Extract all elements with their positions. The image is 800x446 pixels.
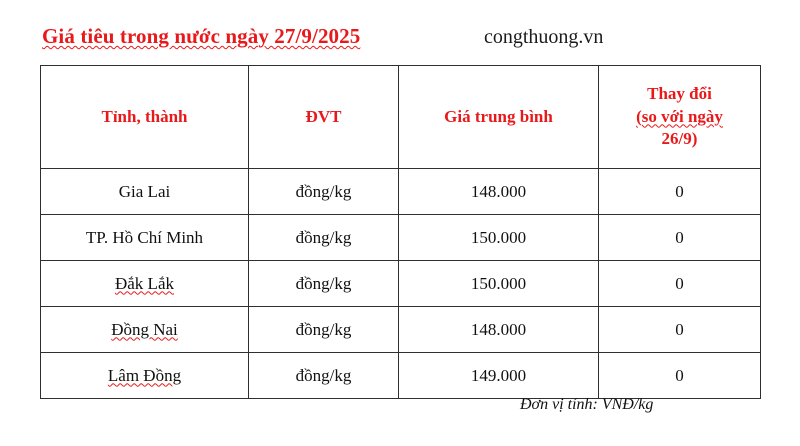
column-header-change-line2: (so với ngày [636,106,723,126]
cell-change: 0 [599,169,761,215]
cell-change: 0 [599,215,761,261]
column-header-change [599,66,761,169]
table-row [41,215,761,261]
cell-unit: đồng/kg [249,353,399,399]
cell-average-price: 148.000 [399,169,599,215]
table-header-row [41,66,761,169]
column-header-change-line1: Thay đổi [647,83,712,103]
table-body [41,169,761,399]
table-row [41,261,761,307]
cell-change: 0 [599,353,761,399]
page-title: Giá tiêu trong nước ngày 27/9/2025 [42,24,361,48]
cell-unit: đồng/kg [249,261,399,307]
cell-average-price: 150.000 [399,261,599,307]
cell-unit: đồng/kg [249,169,399,215]
cell-province: Đắk Lắk [41,261,249,307]
column-header-unit: ĐVT [249,66,399,169]
brand-watermark: congthuong.vn [484,26,604,48]
cell-unit: đồng/kg [249,307,399,353]
cell-average-price: 150.000 [399,215,599,261]
cell-average-price: 148.000 [399,307,599,353]
table-header [41,66,761,169]
cell-average-price: 149.000 [399,353,599,399]
table-row [41,353,761,399]
pepper-price-table [40,65,761,399]
column-header-average-price: Giá trung bình [399,66,599,169]
cell-unit: đồng/kg [249,215,399,261]
table-row [41,307,761,353]
cell-province: Gia Lai [41,169,249,215]
unit-footnote: Đơn vị tính: VNĐ/kg [520,396,654,413]
cell-province: Lâm Đồng [41,353,249,399]
cell-province: Đồng Nai [41,307,249,353]
table-row [41,169,761,215]
column-header-province: Tỉnh, thành [41,66,249,169]
cell-province: TP. Hồ Chí Minh [41,215,249,261]
cell-change: 0 [599,307,761,353]
column-header-change-line3: 26/9) [661,129,698,149]
cell-change: 0 [599,261,761,307]
